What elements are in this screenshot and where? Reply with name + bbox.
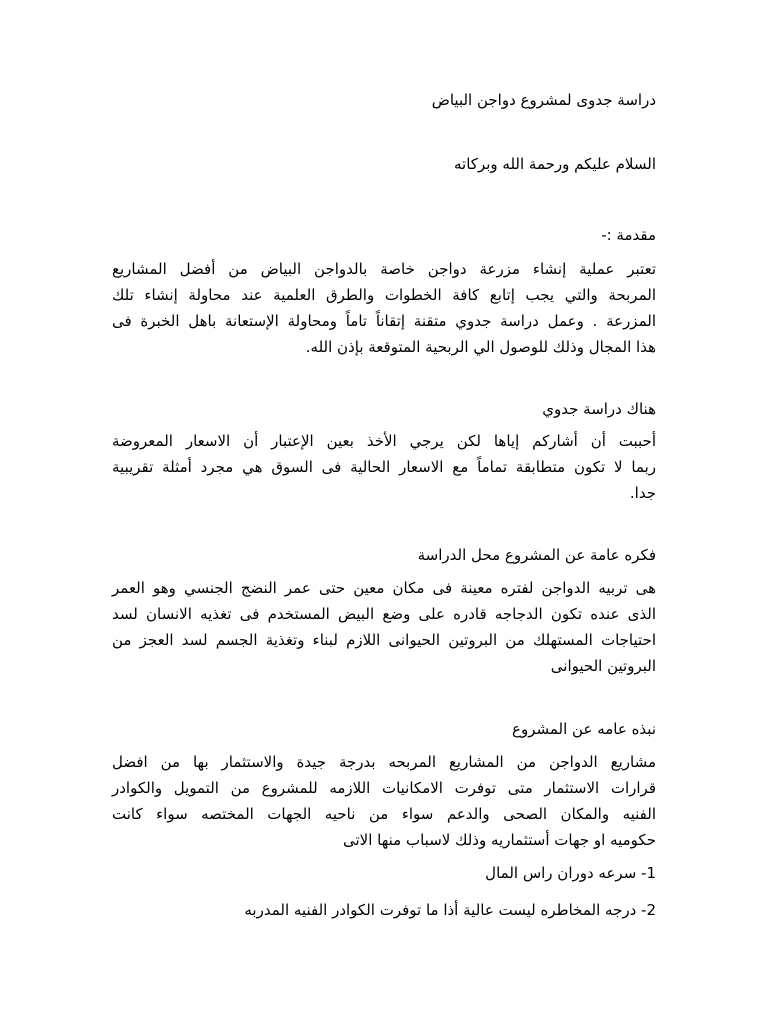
study-paragraph bbox=[112, 428, 656, 506]
list-item: 1- سرعه دوران راس المال bbox=[485, 864, 656, 882]
idea-line: البروتين الحيوانى bbox=[550, 657, 656, 675]
idea-heading: فكره عامة عن المشروع محل الدراسة bbox=[417, 546, 656, 564]
overview-line: مشاريع الدواجن من المشاريع المربحه بدرجة جيدة والاستثمار بها من افضل bbox=[112, 753, 656, 771]
intro-line: تعتبر عملية إنشاء مزرعة دواجن خاصة بالدواجن البياض من أفضل المشاريع bbox=[112, 260, 656, 278]
intro-line: المزرعة . وعمل دراسة جدوي متقنة إتقاناً تاماً ومحاولة الإستعانة باهل الخبرة فى bbox=[112, 312, 656, 330]
intro-heading: مقدمة :- bbox=[601, 226, 656, 244]
overview-heading: نبذه عامه عن المشروع bbox=[512, 720, 656, 738]
idea-paragraph bbox=[112, 575, 656, 679]
intro-line: المربحة والتي يجب إتابع كافة الخطوات والطرق العلمية عند محاولة إنشاء تلك bbox=[112, 286, 656, 304]
study-line: أحببت أن أشاركم إياها لكن يرجي الأخذ بعين الإعتبار أن الاسعار المعروضة bbox=[112, 432, 656, 450]
overview-line: قرارات الاستثمار متى توفرت الامكانيات اللازمه للمشروع من التمويل والكوادر bbox=[112, 779, 656, 797]
study-line: جدا. bbox=[629, 484, 656, 502]
idea-line: احتياجات المستهلك من البروتين الحيوانى اللازم لبناء وتغذية الجسم لسد العجز من bbox=[112, 631, 656, 649]
idea-line: هى تربيه الدواجن لفتره معينة فى مكان معين حتى عمر النضج الجنسي وهو العمر bbox=[112, 579, 656, 597]
list-item: 2- درجه المخاطره ليست عالية أذا ما توفرت الكوادر الفنيه المدربه bbox=[244, 901, 656, 919]
study-line: ربما لا تكون متطابقة تماماً مع الاسعار الحالية فى السوق هي مجرد أمثلة تقريبية bbox=[112, 458, 656, 476]
idea-line: الذى عنده تكون الدجاجه قادره على وضع البيض المستخدم فى تغذيه الانسان لسد bbox=[112, 605, 656, 623]
document-title: دراسة جدوى لمشروع دواجن البياض bbox=[431, 91, 656, 109]
overview-line: الفنيه والمكان الصحى والدعم سواء من ناحيه الجهات المختصه سواء كانت bbox=[112, 805, 656, 823]
intro-line: هذا المجال وذلك للوصول الي الربحية المتوقعة بإذن الله. bbox=[305, 338, 656, 356]
greeting: السلام عليكم ورحمة الله وبركاته bbox=[454, 155, 656, 173]
overview-paragraph bbox=[112, 749, 656, 853]
study-heading: هناك دراسة جدوي bbox=[542, 400, 656, 418]
intro-paragraph bbox=[112, 256, 656, 360]
overview-line: حكوميه او جهات أستثماريه وذلك لاسباب منها الاتى bbox=[343, 831, 656, 849]
